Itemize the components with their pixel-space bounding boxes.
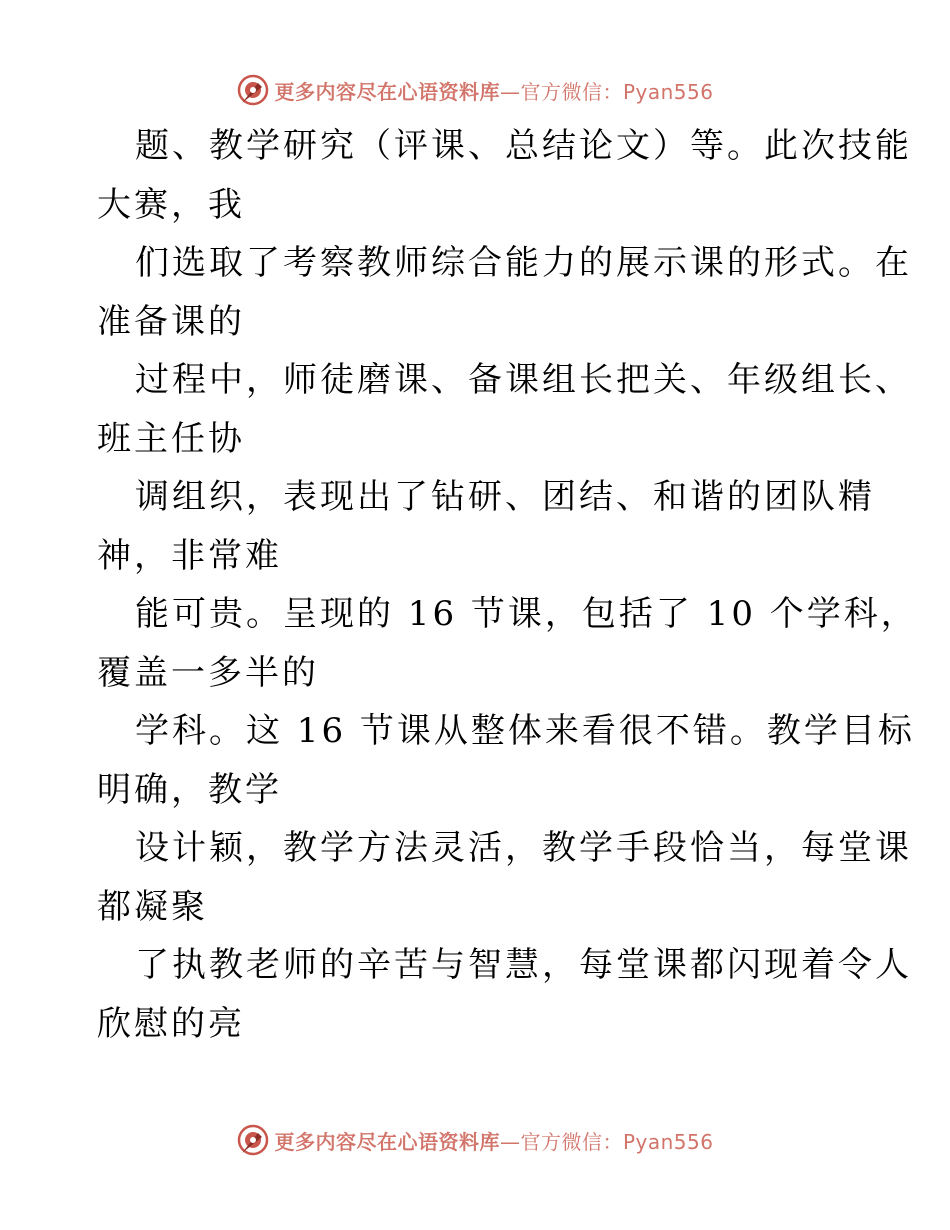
footer-banner-text	[274, 1126, 713, 1155]
text-line: 准备课的	[97, 301, 245, 342]
pen-nib-logo-icon	[236, 1123, 270, 1157]
footer-banner-main: 更多内容尽在心语资料库	[274, 1129, 500, 1154]
header-banner-text	[274, 76, 713, 105]
text-line: 题、教学研究（评课、总结论文）等。此次技能	[135, 126, 912, 166]
text-line: 能可贵。呈现的 16 节课，包括了 10 个学科，	[135, 594, 918, 634]
footer-banner	[0, 1120, 950, 1160]
text-line: 设计颖，教学方法灵活，教学手段恰当，每堂课	[135, 828, 912, 868]
document-body	[97, 117, 918, 1053]
text-line: 班主任协	[97, 418, 245, 459]
header-banner-sub: —官方微信：Pyan556	[499, 79, 714, 104]
text-line: 神，非常难	[97, 535, 282, 576]
text-line: 大赛，我	[97, 184, 245, 225]
text-line: 了执教老师的辛苦与智慧，每堂课都闪现着令人	[135, 945, 912, 985]
text-line: 明确，教学	[97, 769, 282, 810]
header-banner	[0, 70, 950, 110]
text-line: 学科。这 16 节课从整体来看很不错。教学目标	[135, 711, 915, 751]
text-line: 覆盖一多半的	[97, 652, 319, 693]
text-line: 过程中，师徒磨课、备课组长把关、年级组长、	[135, 360, 912, 400]
text-line: 们选取了考察教师综合能力的展示课的形式。在	[135, 243, 912, 283]
pen-nib-logo-icon	[236, 73, 270, 107]
text-line: 调组织，表现出了钻研、团结、和谐的团队精	[135, 477, 875, 517]
footer-banner-sub: —官方微信：Pyan556	[499, 1129, 714, 1154]
text-line: 都凝聚	[97, 886, 208, 927]
header-banner-main: 更多内容尽在心语资料库	[274, 79, 500, 104]
text-line: 欣慰的亮	[97, 1003, 245, 1044]
